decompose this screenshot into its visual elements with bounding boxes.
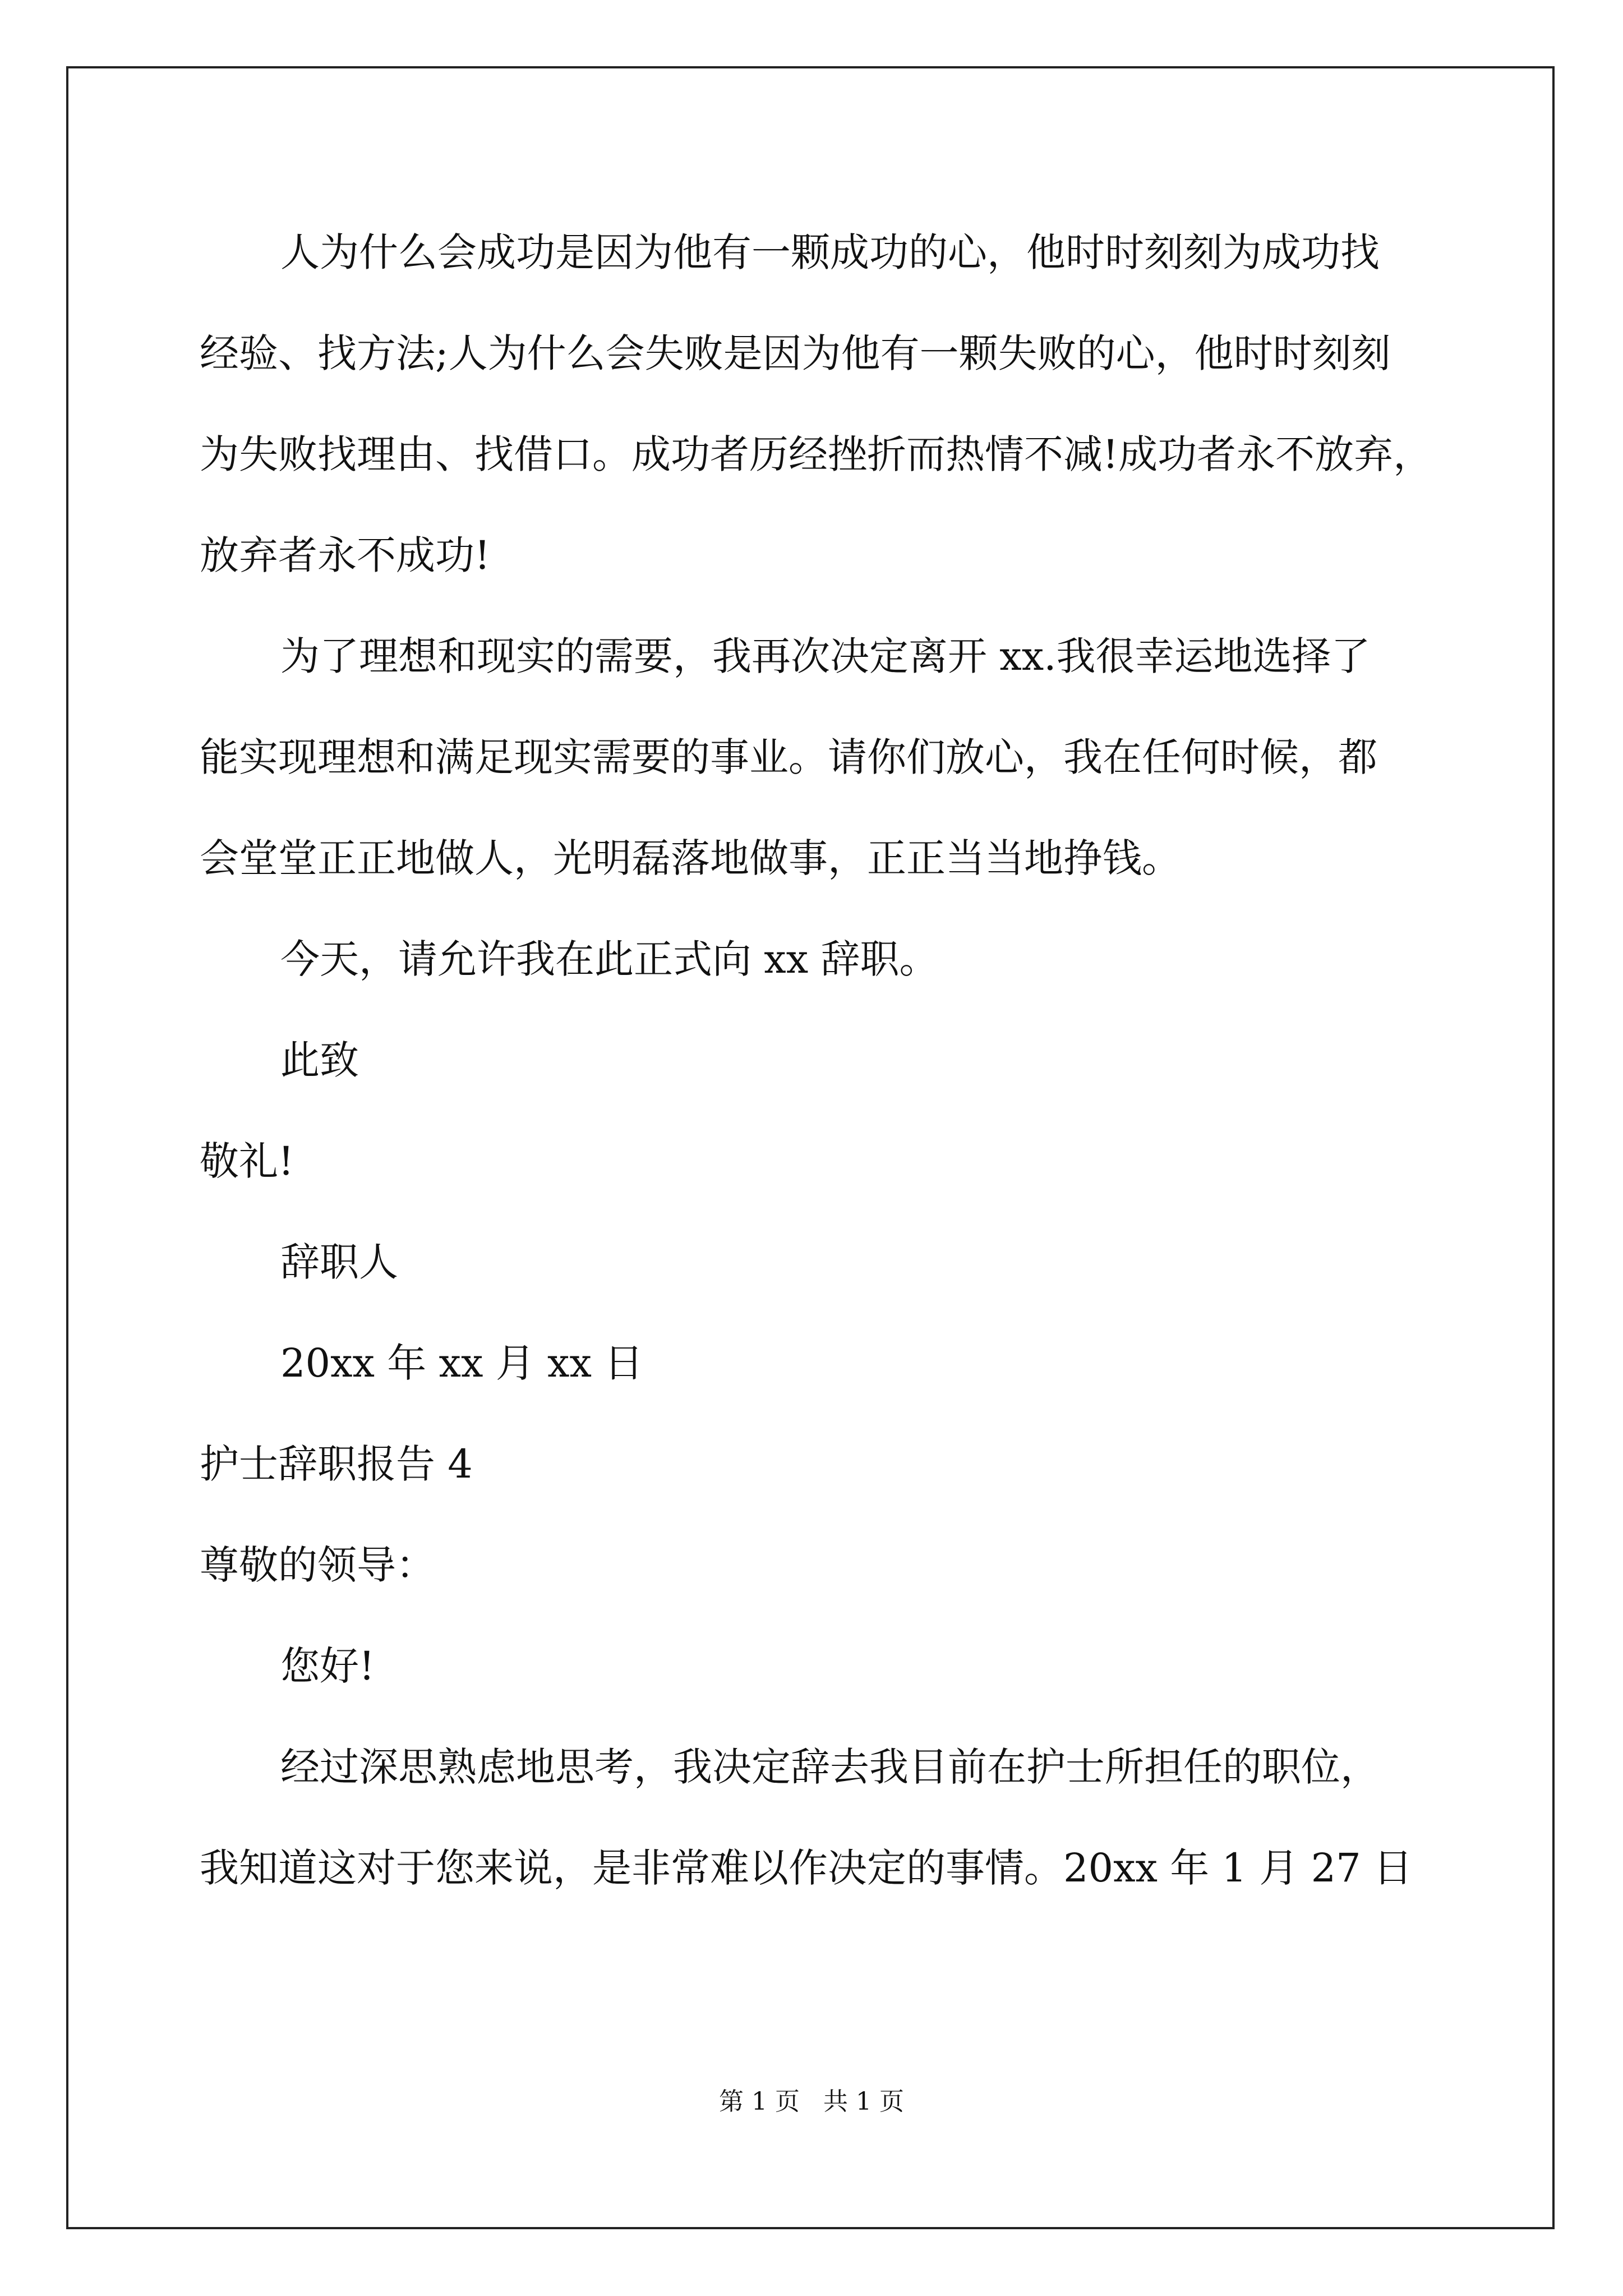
section-title: 护士辞职报告 4 [200,1441,473,1487]
paragraph-line: 人为什么会成功是因为他有一颗成功的心，他时时刻刻为成功找 [280,229,1380,275]
paragraph-line: 经验、找方法;人为什么会失败是因为他有一颗失败的心，他时时刻刻 [200,330,1391,376]
paragraph-line: 今天，请允许我在此正式向 xx 辞职。 [280,936,939,982]
paragraph-line: 会堂堂正正地做人，光明磊落地做事，正正当当地挣钱。 [200,835,1181,881]
paragraph-line: 经过深思熟虑地思考，我决定辞去我目前在护士所担任的职位， [280,1744,1380,1790]
paragraph-line: 为失败找理由、找借口。成功者历经挫折而热情不减!成功者永不放弃， [200,431,1433,477]
date-line: 20xx 年 xx 月 xx 日 [280,1340,644,1386]
page-number-footer: 第 1 页 共 1 页 [719,2087,904,2116]
greeting-line: 尊敬的领导： [200,1542,435,1588]
salutation-closing: 敬礼! [200,1138,294,1184]
paragraph-line: 能实现理想和满足现实需要的事业。请你们放心，我在任何时候，都 [200,734,1377,780]
paragraph-line: 放弃者永不成功! [200,532,491,578]
signature-label: 辞职人 [280,1239,398,1285]
closing-phrase: 此致 [280,1037,359,1083]
paragraph-line: 我知道这对于您来说，是非常难以作决定的事情。20xx 年 1 月 27 日 [200,1845,1413,1891]
paragraph-line: 为了理想和现实的需要，我再次决定离开 xx.我很幸运地选择了 [280,633,1371,679]
greeting-line: 您好! [280,1643,375,1689]
